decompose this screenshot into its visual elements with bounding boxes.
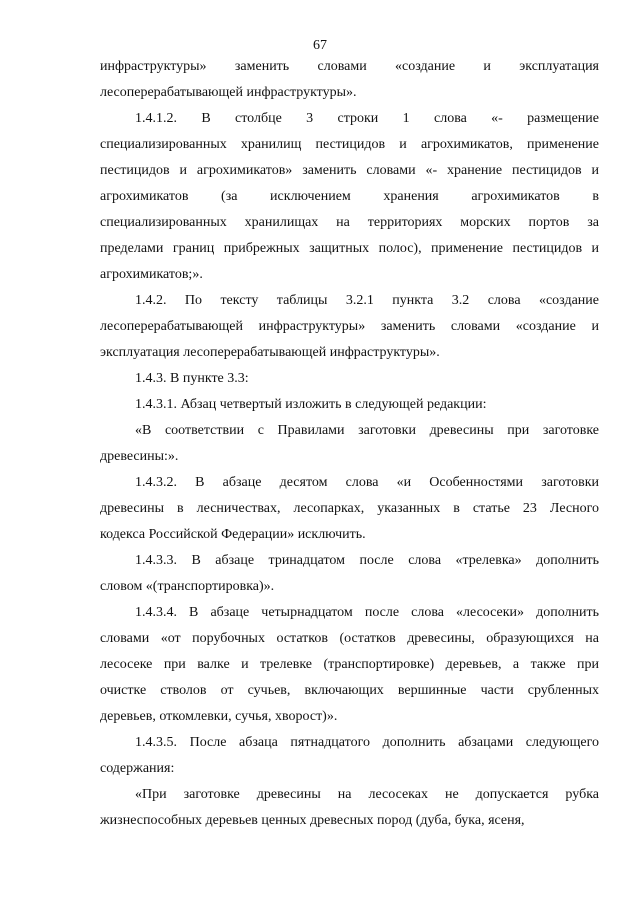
paragraph-p-1-4-3-3 xyxy=(100,548,599,600)
paragraph-line: 1.4.3. В пункте 3.3: xyxy=(135,371,249,386)
paragraph-line: 1.4.3.1. Абзац четвертый изложить в следующей редакции: xyxy=(135,397,487,412)
paragraph-line: очистке стволов от сучьев, включающих вершинные части срубленных xyxy=(100,683,599,698)
paragraph-line: кодекса Российской Федерации» исключить. xyxy=(100,527,366,542)
paragraph-line: пределами границ прибрежных защитных полос), применение пестицидов и xyxy=(100,241,599,256)
paragraph-line: жизнеспособных деревьев ценных древесных пород (дуба, бука, ясеня, xyxy=(100,813,525,828)
paragraph-line: содержания: xyxy=(100,761,175,776)
paragraph-p-1-4-2 xyxy=(100,288,599,366)
paragraph-p-1-4-3-4 xyxy=(100,600,599,730)
paragraph-line: древесины:». xyxy=(100,449,179,464)
paragraph-line: 1.4.2. По тексту таблицы 3.2.1 пункта 3.2 слова «создание xyxy=(135,293,599,308)
paragraph-p-1-4-1-2 xyxy=(100,106,599,288)
paragraph-line: лесоперерабатывающей инфраструктуры» заменить словами «создание и xyxy=(100,319,599,334)
paragraph-line: «При заготовке древесины на лесосеках не допускается рубка xyxy=(135,787,599,802)
paragraph-continuation xyxy=(100,54,599,106)
paragraph-p-1-4-3 xyxy=(100,366,599,392)
paragraph-line: агрохимикатов;». xyxy=(100,267,203,282)
paragraph-line: «В соответствии с Правилами заготовки древесины при заготовке xyxy=(135,423,599,438)
paragraph-p-1-4-3-5 xyxy=(100,730,599,782)
paragraph-p-quote-1 xyxy=(100,418,599,470)
paragraph-p-1-4-3-1 xyxy=(100,392,599,418)
paragraph-line: эксплуатация лесоперерабатывающей инфраструктуры». xyxy=(100,345,440,360)
paragraph-line: 1.4.3.2. В абзаце десятом слова «и Особенностями заготовки xyxy=(135,475,599,490)
paragraph-line: инфраструктуры» заменить словами «создание и эксплуатация xyxy=(100,59,599,74)
paragraph-line: 1.4.3.3. В абзаце тринадцатом после слова «трелевка» дополнить xyxy=(135,553,599,568)
paragraph-line: деревьев, откомлевки, сучья, хворост)». xyxy=(100,709,338,724)
document-body xyxy=(100,54,599,834)
paragraph-line: лесосеке при валке и трелевке (транспортировке) деревьев, а также при xyxy=(100,657,599,672)
paragraph-line: 1.4.3.4. В абзаце четырнадцатом после слова «лесосеки» дополнить xyxy=(135,605,599,620)
paragraph-line: специализированных хранилищ пестицидов и агрохимикатов, применение xyxy=(100,137,599,152)
paragraph-line: древесины в лесничествах, лесопарках, указанных в статье 23 Лесного xyxy=(100,501,599,516)
paragraph-line: 1.4.1.2. В столбце 3 строки 1 слова «- размещение xyxy=(135,111,599,126)
paragraph-line: агрохимикатов (за исключением хранения агрохимикатов в xyxy=(100,189,599,204)
page-number: 67 xyxy=(313,38,327,53)
paragraph-p-1-4-3-2 xyxy=(100,470,599,548)
paragraph-p-quote-2 xyxy=(100,782,599,834)
paragraph-line: пестицидов и агрохимикатов» заменить словами «- хранение пестицидов и xyxy=(100,163,599,178)
paragraph-line: специализированных хранилищах на территориях морских портов за xyxy=(100,215,599,230)
paragraph-line: словами «от порубочных остатков (остатков древесины, образующихся на xyxy=(100,631,599,646)
paragraph-line: словом «(транспортировка)». xyxy=(100,579,275,594)
paragraph-line: лесоперерабатывающей инфраструктуры». xyxy=(100,85,357,100)
paragraph-line: 1.4.3.5. После абзаца пятнадцатого дополнить абзацами следующего xyxy=(135,735,599,750)
